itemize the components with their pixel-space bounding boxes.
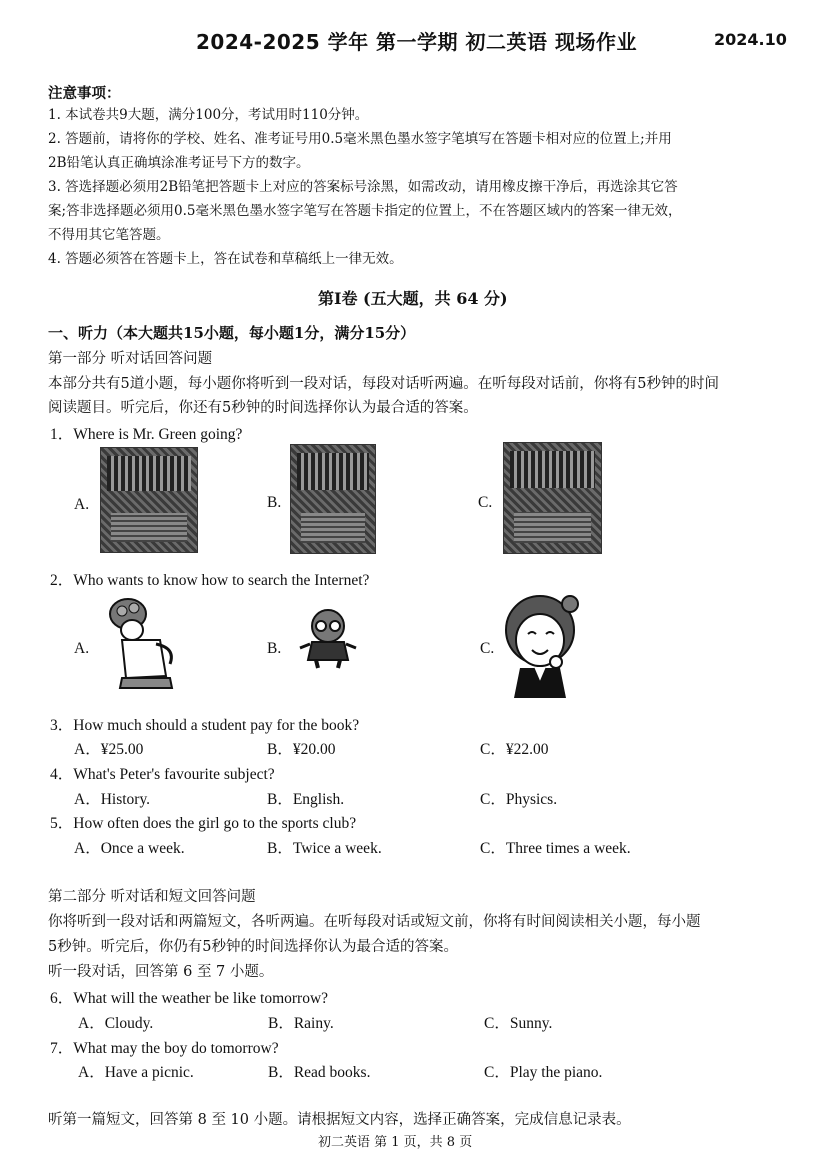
street-photo	[100, 447, 198, 553]
option-c: C．¥22.00	[480, 741, 549, 758]
part-title: 第二部分 听对话和短文回答问题	[48, 889, 256, 905]
question-stem: 4．What's Peter's favourite subject?	[50, 766, 275, 783]
page-title: 2024-2025 学年 第一学期 初二英语 现场作业	[196, 30, 637, 54]
option-a: A．¥25.00	[74, 741, 144, 758]
part-title: 第一部分 听对话回答问题	[48, 351, 213, 367]
question-stem: 7．What may the boy do tomorrow?	[50, 1040, 279, 1057]
child-illustration	[296, 608, 360, 670]
building-photo	[290, 444, 376, 554]
notes-line: 1. 本试卷共9大题，满分100分，考试用时110分钟。	[48, 107, 369, 123]
option-c: C．Sunny.	[484, 1015, 553, 1032]
option-c: C．Play the piano.	[484, 1064, 603, 1081]
option-a: A．Have a picnic.	[78, 1064, 194, 1081]
passage-intro: 听第一篇短文，回答第 8 至 10 小题。请根据短文内容，选择正确答案，完成信息记录表。	[48, 1112, 631, 1128]
section-title: 一、听力（本大题共15小题，每小题1分，满分15分）	[48, 324, 416, 342]
part-desc: 5秒钟。听完后，你仍有5秒钟的时间选择你认为最合适的答案。	[48, 939, 458, 955]
notes-line: 3. 答选择题必须用2B铅笔把答题卡上对应的答案标号涂黑，如需改动，请用橡皮擦干净后，再选涂其它答	[48, 179, 678, 195]
part-desc: 本部分共有5道小题，每小题你将听到一段对话，每段对话听两遍。在听每段对话前，你将有5秒钟的时间	[48, 376, 719, 392]
exam-date: 2024.10	[714, 30, 787, 49]
volume-title: 第I卷 (五大题，共 64 分)	[318, 289, 508, 308]
notes-line: 2B铅笔认真正确填涂准考证号下方的数字。	[48, 155, 310, 171]
option-c: C．Physics.	[480, 791, 558, 808]
shop-photo	[503, 442, 602, 554]
option-b: B．English.	[267, 791, 345, 808]
option-label: B.	[267, 494, 282, 511]
dialog-intro: 听一段对话，回答第 6 至 7 小题。	[48, 964, 274, 980]
smiling-woman-illustration	[500, 590, 582, 700]
option-label: C.	[480, 640, 495, 657]
part-desc: 阅读题目。听完后，你还有5秒钟的时间选择你认为最合适的答案。	[48, 400, 478, 416]
question-stem: 2．Who wants to know how to search the Internet?	[50, 572, 370, 589]
part-desc: 你将听到一段对话和两篇短文，各听两遍。在听每段对话或短文前，你将有时间阅读相关小题，每小题	[48, 914, 701, 930]
option-a: A．Cloudy.	[78, 1015, 154, 1032]
question-stem: 6．What will the weather be like tomorrow?	[50, 990, 329, 1007]
option-b: B．Twice a week.	[267, 840, 382, 857]
page-footer: 初二英语 第 1 页，共 8 页	[318, 1135, 473, 1150]
notes-heading: 注意事项：	[48, 85, 121, 102]
option-c: C．Three times a week.	[480, 840, 631, 857]
notes-line: 不得用其它笔答题。	[48, 227, 170, 243]
option-b: B．Rainy.	[268, 1015, 334, 1032]
option-label: C.	[478, 494, 493, 511]
notes-line: 案;答非选择题必须用0.5毫米黑色墨水签字笔写在答题卡指定的位置上，不在答题区域内的答案一律无效，	[48, 203, 682, 219]
option-label: A.	[74, 496, 90, 513]
notes-line: 4. 答题必须答在答题卡上，答在试卷和草稿纸上一律无效。	[48, 251, 403, 267]
option-b: B．Read books.	[268, 1064, 371, 1081]
old-woman-illustration	[100, 596, 186, 696]
option-a: A．Once a week.	[74, 840, 185, 857]
question-stem: 3．How much should a student pay for the book?	[50, 717, 360, 734]
option-b: B．¥20.00	[267, 741, 336, 758]
question-stem: 1．Where is Mr. Green going?	[50, 426, 243, 443]
option-label: B.	[267, 640, 282, 657]
notes-line: 2. 答题前，请将你的学校、姓名、准考证号用0.5毫米黑色墨水签字笔填写在答题卡相对应的位置上;并用	[48, 131, 672, 147]
option-label: A.	[74, 640, 90, 657]
option-a: A．History.	[74, 791, 151, 808]
question-stem: 5．How often does the girl go to the sports club?	[50, 815, 357, 832]
